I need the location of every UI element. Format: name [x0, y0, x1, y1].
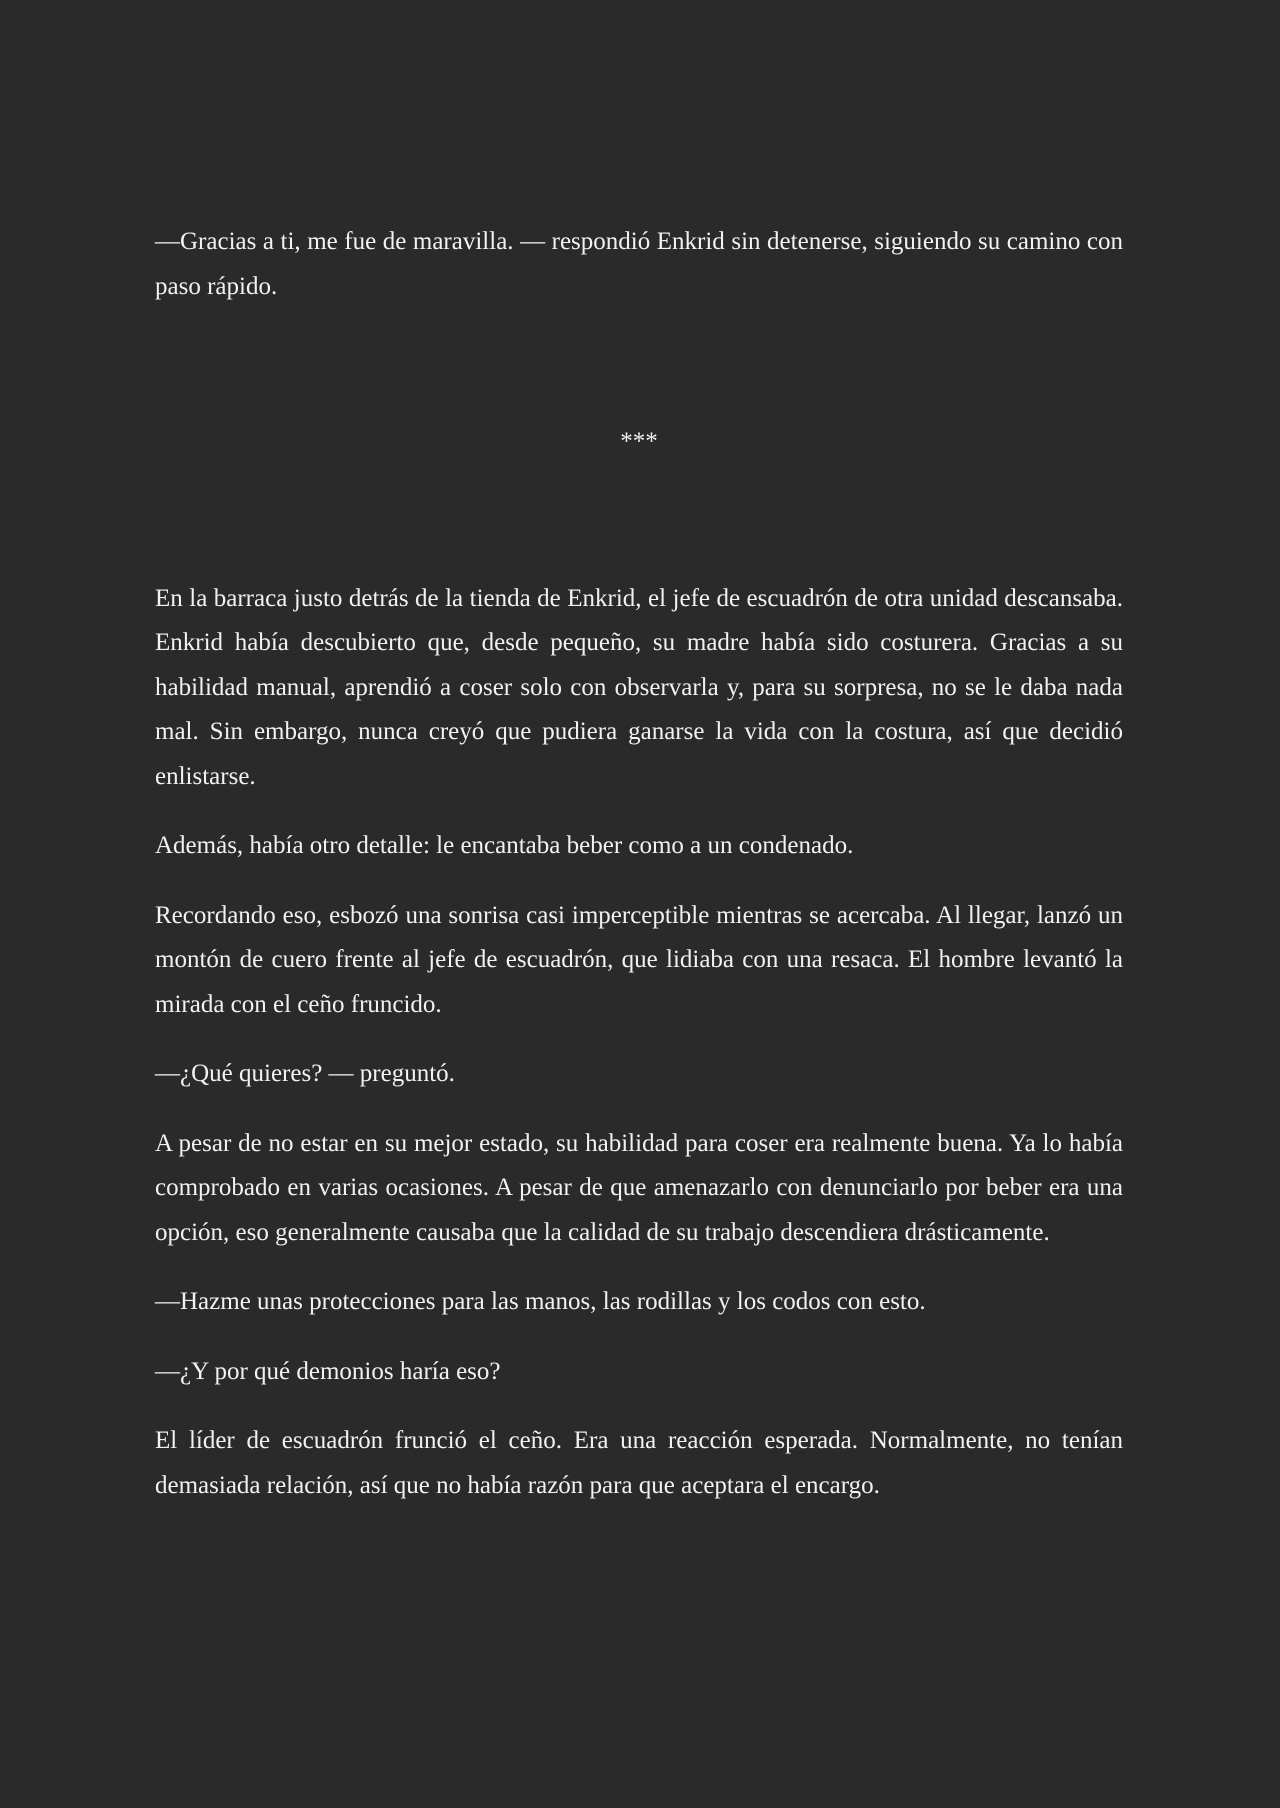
paragraph: Recordando eso, esbozó una sonrisa casi imperceptible mientras se acercaba. Al llegar, lanzó un montón de cuero frente al jefe de escuadrón, que lidiaba con una resaca. El hombre levantó la mirada con el ceño fruncido.: [155, 901, 1123, 1018]
paragraph: En la barraca justo detrás de la tienda de Enkrid, el jefe de escuadrón de otra unidad descansaba. Enkrid había descubierto que, desde pequeño, su madre había sido costurera. Gracias a su habilidad manual, aprendió a coser solo con observarla y, para su sorpresa, no se le daba nada mal. Sin embargo, nunca creyó que pudiera ganarse la vida con la costura, así que decidió enlistarse.: [155, 584, 1123, 790]
paragraph: El líder de escuadrón frunció el ceño. Era una reacción esperada. Normalmente, no tenían demasiada relación, así que no había razón para que aceptara el encargo.: [155, 1427, 1123, 1499]
paragraph: —Gracias a ti, me fue de maravilla. — respondió Enkrid sin detenerse, siguiendo su camino con paso rápido.: [155, 228, 1123, 300]
paragraph: —¿Y por qué demonios haría eso?: [155, 1357, 501, 1385]
paragraph: —Hazme unas protecciones para las manos, las rodillas y los codos con esto.: [155, 1288, 926, 1315]
section-separator: ***: [620, 428, 658, 455]
paragraph: A pesar de no estar en su mejor estado, su habilidad para coser era realmente buena. Ya lo había comprobado en varias ocasiones. A pesar de que amenazarlo con denunciarlo por beber era una opción, eso generalmente causaba que la calidad de su trabajo descendiera drásticamente.: [155, 1129, 1123, 1246]
document-page: [155, 220, 1123, 1508]
paragraph: —¿Qué quieres? — preguntó.: [155, 1060, 455, 1087]
paragraph: Además, había otro detalle: le encantaba beber como a un condenado.: [155, 832, 854, 859]
